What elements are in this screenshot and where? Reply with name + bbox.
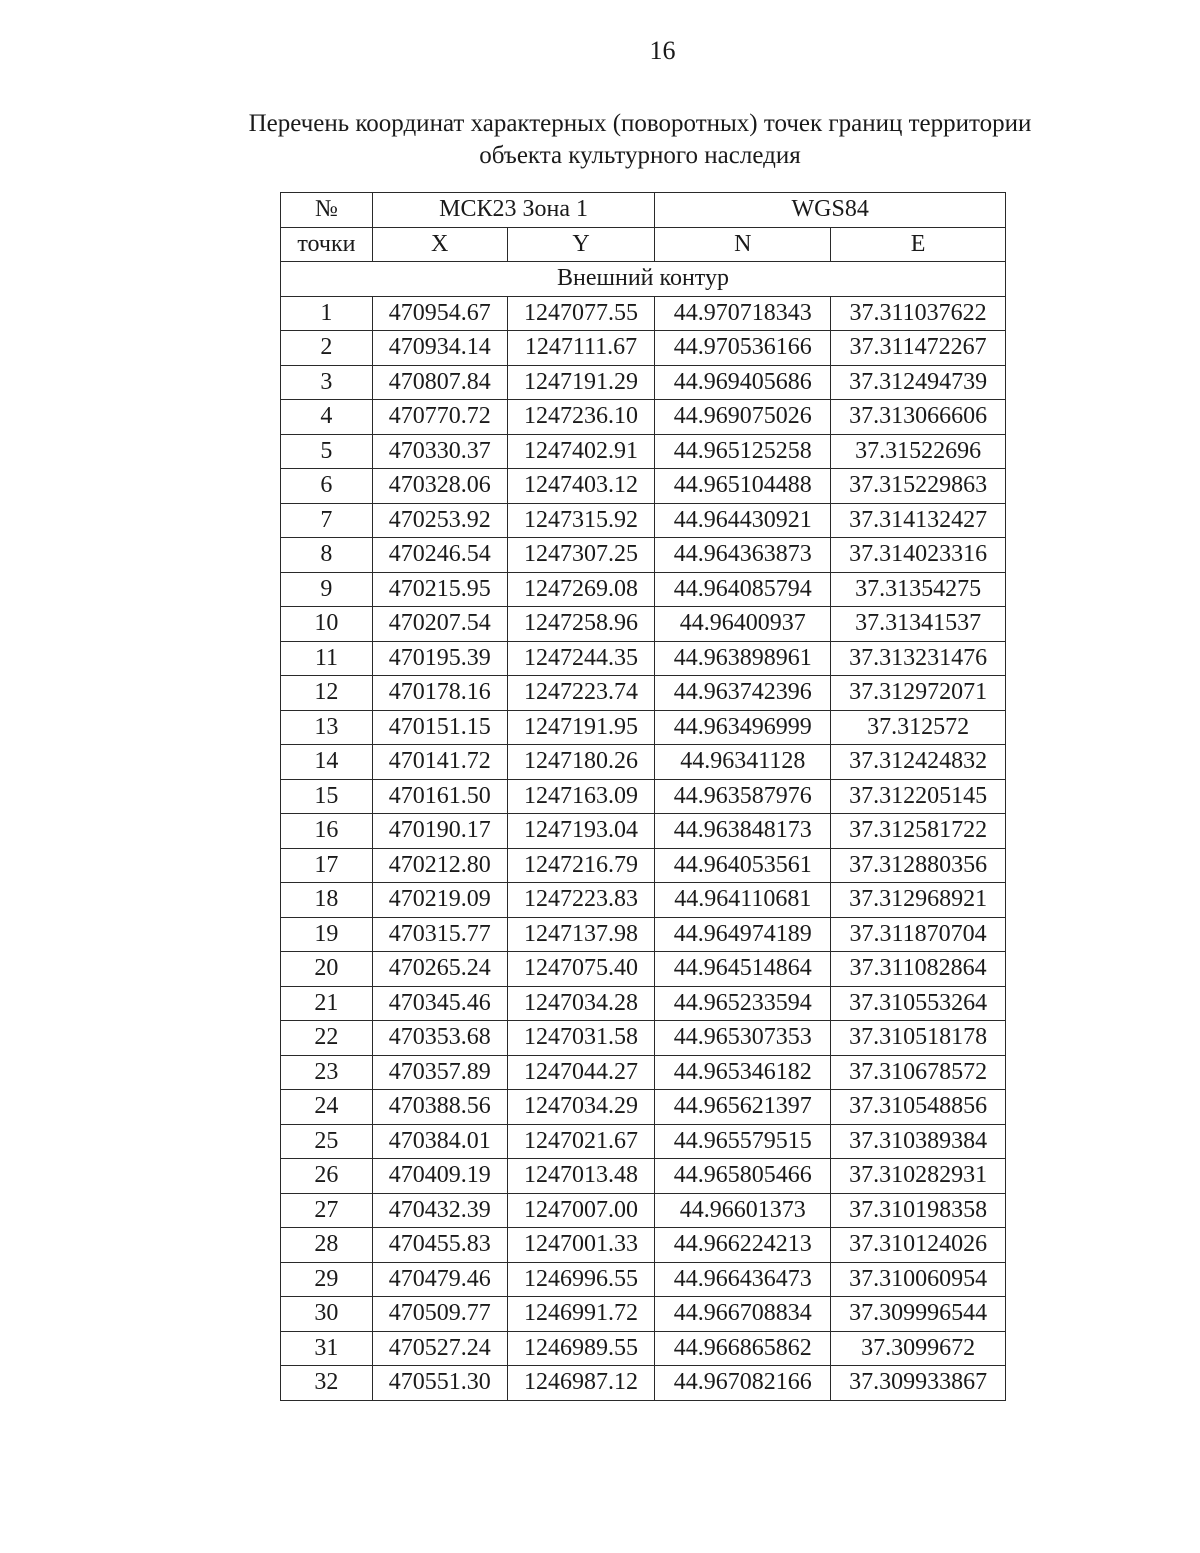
cell-n: 44.965621397 [655, 1090, 831, 1125]
cell-point-number: 16 [281, 814, 373, 849]
cell-y: 1247021.67 [507, 1124, 655, 1159]
cell-e: 37.312572 [831, 710, 1006, 745]
cell-x: 470479.46 [372, 1262, 507, 1297]
cell-e: 37.313231476 [831, 641, 1006, 676]
table-row [281, 710, 1006, 745]
cell-x: 470954.67 [372, 296, 507, 331]
cell-y: 1247315.92 [507, 503, 655, 538]
cell-point-number: 28 [281, 1228, 373, 1263]
cell-e: 37.310060954 [831, 1262, 1006, 1297]
cell-x: 470151.15 [372, 710, 507, 745]
cell-x: 470265.24 [372, 952, 507, 987]
cell-n: 44.966224213 [655, 1228, 831, 1263]
cell-e: 37.312494739 [831, 365, 1006, 400]
cell-y: 1246987.12 [507, 1366, 655, 1401]
cell-point-number: 29 [281, 1262, 373, 1297]
cell-x: 470315.77 [372, 917, 507, 952]
cell-x: 470195.39 [372, 641, 507, 676]
table-row [281, 1090, 1006, 1125]
cell-n: 44.963496999 [655, 710, 831, 745]
cell-point-number: 30 [281, 1297, 373, 1332]
cell-e: 37.3099672 [831, 1331, 1006, 1366]
cell-e: 37.310548856 [831, 1090, 1006, 1125]
cell-y: 1247216.79 [507, 848, 655, 883]
cell-y: 1247191.29 [507, 365, 655, 400]
title-line-1: Перечень координат характерных (поворотных) точек границ территории [248, 110, 1032, 137]
cell-y: 1247223.83 [507, 883, 655, 918]
cell-n: 44.963742396 [655, 676, 831, 711]
cell-n: 44.96341128 [655, 745, 831, 780]
table-row [281, 779, 1006, 814]
cell-e: 37.311082864 [831, 952, 1006, 987]
cell-y: 1247007.00 [507, 1193, 655, 1228]
cell-n: 44.966865862 [655, 1331, 831, 1366]
title-line-2: объекта культурного наследия [479, 142, 801, 169]
cell-x: 470328.06 [372, 469, 507, 504]
table-row [281, 572, 1006, 607]
cell-point-number: 31 [281, 1331, 373, 1366]
cell-point-number: 18 [281, 883, 373, 918]
cell-e: 37.310518178 [831, 1021, 1006, 1056]
cell-e: 37.310678572 [831, 1055, 1006, 1090]
cell-point-number: 10 [281, 607, 373, 642]
table-row [281, 331, 1006, 366]
cell-y: 1247258.96 [507, 607, 655, 642]
cell-n: 44.965233594 [655, 986, 831, 1021]
cell-x: 470161.50 [372, 779, 507, 814]
cell-e: 37.312581722 [831, 814, 1006, 849]
table-row [281, 1297, 1006, 1332]
table-row [281, 1021, 1006, 1056]
cell-point-number: 27 [281, 1193, 373, 1228]
cell-y: 1246991.72 [507, 1297, 655, 1332]
cell-y: 1247223.74 [507, 676, 655, 711]
cell-point-number: 15 [281, 779, 373, 814]
cell-y: 1247307.25 [507, 538, 655, 573]
cell-n: 44.963587976 [655, 779, 831, 814]
cell-point-number: 7 [281, 503, 373, 538]
cell-n: 44.963898961 [655, 641, 831, 676]
cell-n: 44.965346182 [655, 1055, 831, 1090]
header-y: Y [507, 227, 655, 262]
table-row [281, 1159, 1006, 1194]
cell-e: 37.312972071 [831, 676, 1006, 711]
table-row [281, 1228, 1006, 1263]
cell-n: 44.96400937 [655, 607, 831, 642]
cell-x: 470388.56 [372, 1090, 507, 1125]
cell-n: 44.969075026 [655, 400, 831, 435]
cell-point-number: 19 [281, 917, 373, 952]
cell-n: 44.965579515 [655, 1124, 831, 1159]
cell-n: 44.965104488 [655, 469, 831, 504]
table-row [281, 296, 1006, 331]
cell-n: 44.965125258 [655, 434, 831, 469]
table-row [281, 1055, 1006, 1090]
cell-n: 44.967082166 [655, 1366, 831, 1401]
cell-x: 470219.09 [372, 883, 507, 918]
cell-point-number: 21 [281, 986, 373, 1021]
cell-y: 1247034.28 [507, 986, 655, 1021]
cell-e: 37.310198358 [831, 1193, 1006, 1228]
cell-e: 37.31522696 [831, 434, 1006, 469]
cell-x: 470212.80 [372, 848, 507, 883]
cell-x: 470807.84 [372, 365, 507, 400]
cell-e: 37.311037622 [831, 296, 1006, 331]
cell-x: 470215.95 [372, 572, 507, 607]
cell-y: 1247001.33 [507, 1228, 655, 1263]
cell-point-number: 1 [281, 296, 373, 331]
cell-n: 44.964053561 [655, 848, 831, 883]
cell-x: 470455.83 [372, 1228, 507, 1263]
cell-point-number: 6 [281, 469, 373, 504]
table-row [281, 1193, 1006, 1228]
cell-y: 1247075.40 [507, 952, 655, 987]
cell-e: 37.312424832 [831, 745, 1006, 780]
page-number: 16 [649, 36, 676, 65]
cell-n: 44.966436473 [655, 1262, 831, 1297]
cell-x: 470330.37 [372, 434, 507, 469]
section-label-outer-contour: Внешний контур [281, 262, 1006, 297]
cell-n: 44.964085794 [655, 572, 831, 607]
cell-x: 470384.01 [372, 1124, 507, 1159]
cell-x: 470178.16 [372, 676, 507, 711]
cell-e: 37.313066606 [831, 400, 1006, 435]
cell-point-number: 32 [281, 1366, 373, 1401]
cell-e: 37.310282931 [831, 1159, 1006, 1194]
cell-y: 1247403.12 [507, 469, 655, 504]
cell-point-number: 26 [281, 1159, 373, 1194]
header-e: E [831, 227, 1006, 262]
table-row [281, 503, 1006, 538]
cell-y: 1247137.98 [507, 917, 655, 952]
table-row [281, 814, 1006, 849]
header-point-number-bottom: точки [281, 227, 373, 262]
cell-point-number: 4 [281, 400, 373, 435]
cell-e: 37.31341537 [831, 607, 1006, 642]
header-wgs84: WGS84 [655, 193, 1006, 228]
cell-x: 470409.19 [372, 1159, 507, 1194]
cell-y: 1247077.55 [507, 296, 655, 331]
cell-n: 44.963848173 [655, 814, 831, 849]
cell-n: 44.970536166 [655, 331, 831, 366]
cell-n: 44.964514864 [655, 952, 831, 987]
cell-point-number: 8 [281, 538, 373, 573]
cell-point-number: 24 [281, 1090, 373, 1125]
header-msk23-zone1: МСК23 Зона 1 [372, 193, 655, 228]
table-row [281, 641, 1006, 676]
cell-y: 1246989.55 [507, 1331, 655, 1366]
cell-n: 44.969405686 [655, 365, 831, 400]
cell-y: 1247044.27 [507, 1055, 655, 1090]
header-n: N [655, 227, 831, 262]
cell-x: 470246.54 [372, 538, 507, 573]
table-row [281, 848, 1006, 883]
cell-point-number: 22 [281, 1021, 373, 1056]
cell-e: 37.312205145 [831, 779, 1006, 814]
cell-point-number: 3 [281, 365, 373, 400]
cell-point-number: 23 [281, 1055, 373, 1090]
table-row [281, 434, 1006, 469]
cell-x: 470509.77 [372, 1297, 507, 1332]
section-row [281, 262, 1006, 297]
cell-x: 470357.89 [372, 1055, 507, 1090]
cell-e: 37.312968921 [831, 883, 1006, 918]
table-row [281, 400, 1006, 435]
cell-point-number: 25 [281, 1124, 373, 1159]
cell-n: 44.965805466 [655, 1159, 831, 1194]
cell-e: 37.310553264 [831, 986, 1006, 1021]
cell-x: 470345.46 [372, 986, 507, 1021]
cell-e: 37.315229863 [831, 469, 1006, 504]
cell-e: 37.311870704 [831, 917, 1006, 952]
cell-e: 37.310389384 [831, 1124, 1006, 1159]
cell-x: 470527.24 [372, 1331, 507, 1366]
cell-e: 37.314023316 [831, 538, 1006, 573]
cell-n: 44.964430921 [655, 503, 831, 538]
cell-y: 1247180.26 [507, 745, 655, 780]
cell-e: 37.309996544 [831, 1297, 1006, 1332]
cell-n: 44.966708834 [655, 1297, 831, 1332]
cell-y: 1247034.29 [507, 1090, 655, 1125]
cell-x: 470190.17 [372, 814, 507, 849]
cell-x: 470551.30 [372, 1366, 507, 1401]
cell-n: 44.964363873 [655, 538, 831, 573]
table-row [281, 469, 1006, 504]
table-body [281, 262, 1006, 1401]
header-x: X [372, 227, 507, 262]
cell-e: 37.311472267 [831, 331, 1006, 366]
cell-e: 37.310124026 [831, 1228, 1006, 1263]
header-point-number-top: № [281, 193, 373, 228]
cell-y: 1247013.48 [507, 1159, 655, 1194]
table-row [281, 676, 1006, 711]
cell-point-number: 13 [281, 710, 373, 745]
cell-e: 37.314132427 [831, 503, 1006, 538]
table-row [281, 986, 1006, 1021]
cell-n: 44.970718343 [655, 296, 831, 331]
coordinates-table [280, 192, 1006, 1401]
table-row [281, 607, 1006, 642]
table-row [281, 1124, 1006, 1159]
table-row [281, 883, 1006, 918]
cell-point-number: 20 [281, 952, 373, 987]
table-row [281, 745, 1006, 780]
cell-y: 1247031.58 [507, 1021, 655, 1056]
table-row [281, 952, 1006, 987]
table-row [281, 1262, 1006, 1297]
cell-y: 1247269.08 [507, 572, 655, 607]
cell-x: 470934.14 [372, 331, 507, 366]
document-title [200, 108, 1080, 172]
cell-point-number: 9 [281, 572, 373, 607]
table-row [281, 917, 1006, 952]
cell-e: 37.312880356 [831, 848, 1006, 883]
cell-point-number: 12 [281, 676, 373, 711]
cell-n: 44.965307353 [655, 1021, 831, 1056]
table-row [281, 365, 1006, 400]
cell-y: 1246996.55 [507, 1262, 655, 1297]
cell-point-number: 17 [281, 848, 373, 883]
cell-n: 44.964110681 [655, 883, 831, 918]
table-row [281, 1331, 1006, 1366]
cell-e: 37.31354275 [831, 572, 1006, 607]
table-row [281, 1366, 1006, 1401]
cell-y: 1247191.95 [507, 710, 655, 745]
table-row [281, 538, 1006, 573]
cell-y: 1247111.67 [507, 331, 655, 366]
cell-point-number: 11 [281, 641, 373, 676]
cell-x: 470432.39 [372, 1193, 507, 1228]
cell-x: 470207.54 [372, 607, 507, 642]
cell-x: 470770.72 [372, 400, 507, 435]
cell-y: 1247163.09 [507, 779, 655, 814]
cell-n: 44.964974189 [655, 917, 831, 952]
cell-x: 470353.68 [372, 1021, 507, 1056]
cell-y: 1247193.04 [507, 814, 655, 849]
cell-e: 37.309933867 [831, 1366, 1006, 1401]
cell-x: 470253.92 [372, 503, 507, 538]
cell-point-number: 2 [281, 331, 373, 366]
cell-y: 1247402.91 [507, 434, 655, 469]
cell-y: 1247244.35 [507, 641, 655, 676]
cell-point-number: 5 [281, 434, 373, 469]
cell-x: 470141.72 [372, 745, 507, 780]
cell-y: 1247236.10 [507, 400, 655, 435]
cell-n: 44.96601373 [655, 1193, 831, 1228]
cell-point-number: 14 [281, 745, 373, 780]
